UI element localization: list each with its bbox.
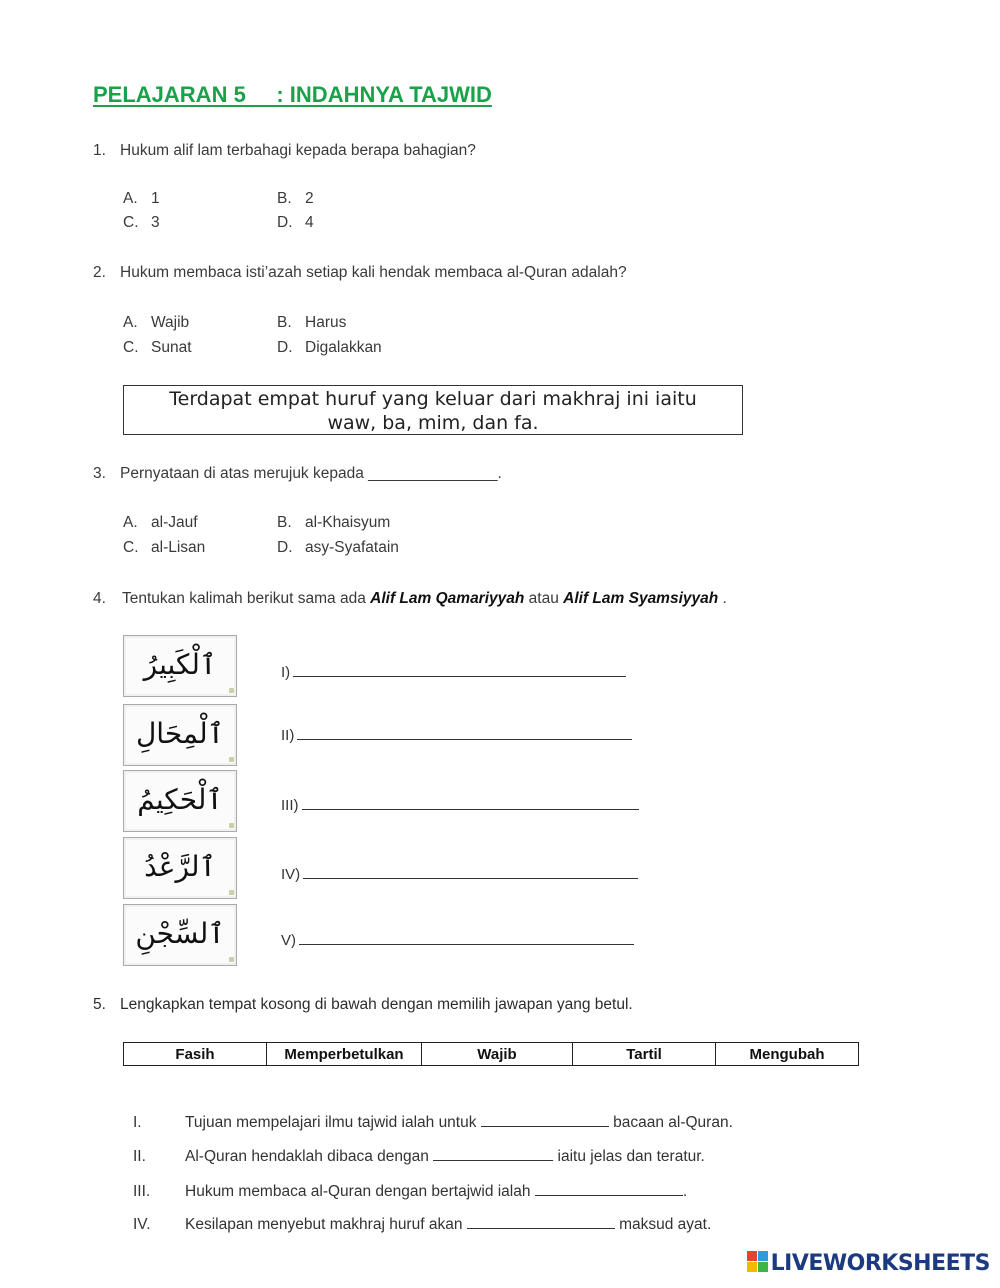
q4-answer-2[interactable]: II) (281, 725, 632, 744)
term-syamsiyyah: Alif Lam Syamsiyyah (563, 590, 719, 607)
term-qamariyyah: Alif Lam Qamariyyah (370, 590, 525, 607)
fill-blank-2[interactable] (433, 1146, 553, 1161)
statement-line-2: waw, ba, mim, dan fa. (327, 412, 539, 434)
q4-answer-1[interactable]: I) (281, 662, 626, 681)
liveworksheets-logo: LIVEWORKSHEETS (747, 1251, 990, 1276)
question-5: 5. Lengkapkan tempat kosong di bawah dengan memilih jawapan yang betul. (93, 996, 633, 1013)
q4-answer-5[interactable]: V) (281, 930, 634, 949)
fill-sentence-1: I. Tujuan mempelajari ilmu tajwid ialah untuk bacaan al-Quran. (133, 1114, 733, 1131)
arabic-word-5: ٱلسِّجْنِ (123, 904, 237, 966)
q3-blank: _______________. (368, 465, 502, 482)
q3-option-b[interactable]: B. al-Khaisyum (277, 514, 391, 531)
statement-line-1: Terdapat empat huruf yang keluar dari makhraj ini iaitu (169, 388, 697, 410)
fill-blank-4[interactable] (467, 1214, 615, 1229)
q4-answer-3[interactable]: III) (281, 795, 639, 814)
fill-blank-1[interactable] (481, 1112, 609, 1127)
q3-option-a[interactable]: A. al-Jauf (123, 514, 198, 531)
q3-option-d[interactable]: D. asy-Syafatain (277, 539, 399, 556)
arabic-word-1: ٱلْكَبِيرُ (123, 635, 237, 697)
q4-answer-4[interactable]: IV) (281, 864, 638, 883)
q2-option-b[interactable]: B. Harus (277, 314, 347, 331)
q1-option-c[interactable]: C. 3 (123, 214, 160, 231)
q1-option-a[interactable]: A. 1 (123, 190, 160, 207)
liveworksheets-icon (747, 1251, 769, 1273)
word-bank-item[interactable]: Tartil (573, 1043, 716, 1066)
arabic-word-2: ٱلْمِحَالِ (123, 704, 237, 766)
question-1: 1. Hukum alif lam terbahagi kepada berapa bahagian? (93, 142, 476, 159)
fill-sentence-4: IV. Kesilapan menyebut makhraj huruf akan maksud ayat. (133, 1216, 712, 1233)
q2-option-d[interactable]: D. Digalakkan (277, 339, 382, 356)
question-2: 2. Hukum membaca isti’azah setiap kali hendak membaca al-Quran adalah? (93, 264, 627, 281)
page-title: PELAJARAN 5 : INDAHNYA TAJWID (93, 82, 492, 107)
q2-option-c[interactable]: C. Sunat (123, 339, 192, 356)
question-4: 4. Tentukan kalimah berikut sama ada Alif Lam Qamariyyah atau Alif Lam Syamsiyyah . (93, 590, 727, 607)
word-bank (123, 1042, 859, 1066)
word-bank-item[interactable]: Memperbetulkan (267, 1043, 422, 1066)
q2-option-a[interactable]: A. Wajib (123, 314, 190, 331)
word-bank-item[interactable]: Fasih (124, 1043, 267, 1066)
fill-sentence-3: III. Hukum membaca al-Quran dengan bertajwid ialah . (133, 1183, 688, 1200)
question-3: 3. Pernyataan di atas merujuk kepada _______________. (93, 465, 502, 482)
arabic-word-3: ٱلْحَكِيمُ (123, 770, 237, 832)
word-bank-item[interactable]: Mengubah (716, 1043, 859, 1066)
fill-sentence-2: II. Al-Quran hendaklah dibaca dengan iaitu jelas dan teratur. (133, 1148, 705, 1165)
statement-box (123, 385, 743, 435)
q1-option-b[interactable]: B. 2 (277, 190, 314, 207)
q1-option-d[interactable]: D. 4 (277, 214, 314, 231)
word-bank-item[interactable]: Wajib (422, 1043, 573, 1066)
arabic-word-4: ٱلرَّعْدُ (123, 837, 237, 899)
q3-option-c[interactable]: C. al-Lisan (123, 539, 206, 556)
fill-blank-3[interactable] (535, 1181, 683, 1196)
